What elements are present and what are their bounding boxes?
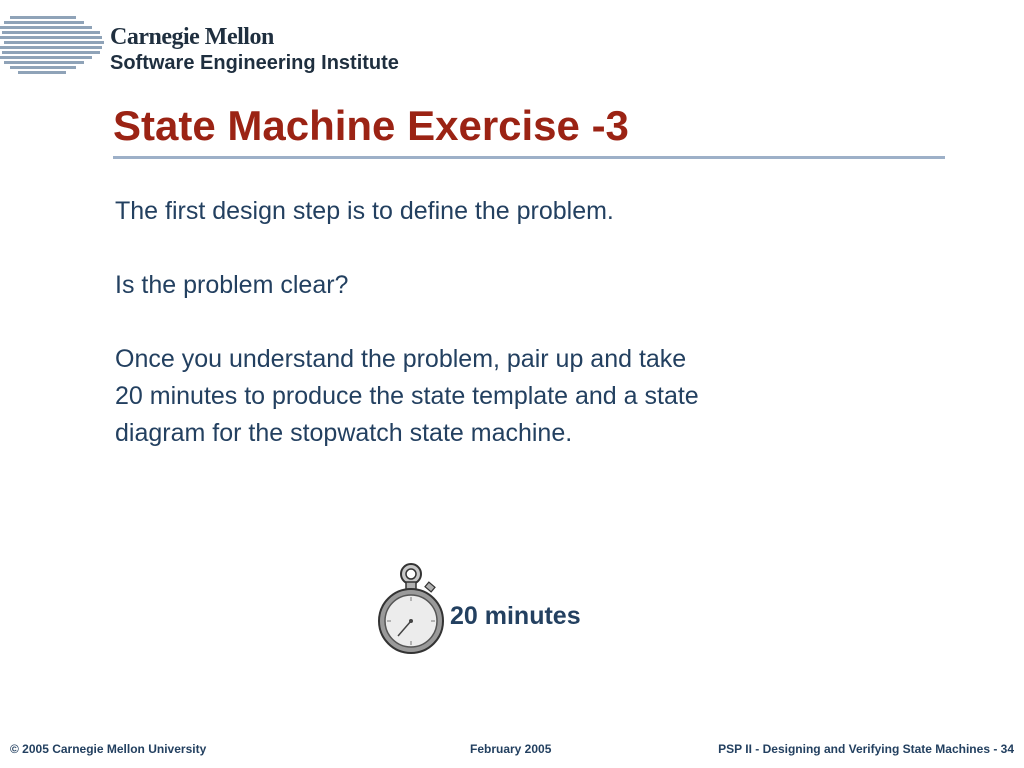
- footer-copyright: © 2005 Carnegie Mellon University: [10, 742, 207, 756]
- slide-title: State Machine Exercise -3: [113, 102, 629, 149]
- slide-footer: [0, 738, 1024, 760]
- title-divider: [113, 156, 945, 159]
- timer-callout: [376, 562, 616, 662]
- body-paragraph-3-line-1: Once you understand the problem, pair up and take: [115, 345, 687, 373]
- body-paragraph-3-line-3: diagram for the stopwatch state machine.: [115, 419, 573, 447]
- sei-stripes-logo-icon: [0, 14, 104, 78]
- sei-logo-wordmark: [110, 24, 399, 76]
- body-paragraph-1: The first design step is to define the problem.: [115, 197, 614, 225]
- body-paragraph-2: Is the problem clear?: [115, 271, 349, 299]
- stopwatch-icon: [376, 562, 450, 658]
- logo-sei: Software Engineering Institute: [110, 52, 399, 74]
- logo-carnegie-mellon: Carnegie Mellon: [110, 24, 274, 50]
- slide-body: [115, 193, 895, 452]
- timer-label: 20 minutes: [450, 602, 581, 630]
- footer-course-page: PSP II - Designing and Verifying State Machines - 34: [718, 742, 1014, 756]
- footer-date: February 2005: [470, 742, 552, 756]
- body-paragraph-3-line-2: 20 minutes to produce the state template and a state: [115, 382, 699, 410]
